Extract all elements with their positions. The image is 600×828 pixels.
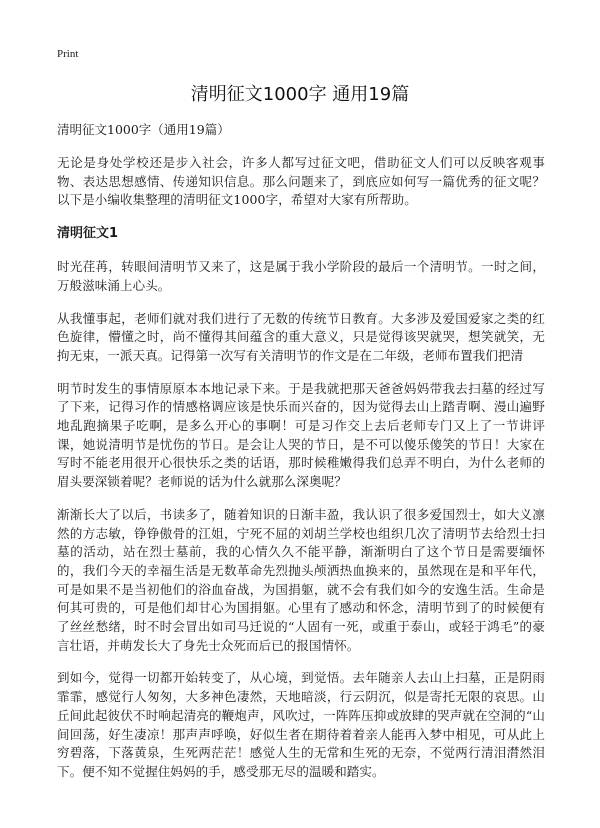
page-title: 清明征文1000字 通用19篇	[190, 84, 410, 105]
paragraph-1: 时光荏苒，转眼间清明节又来了，这是属于我小学阶段的最后一个清明节。一时之间，万般滋味涌上心头。	[57, 259, 545, 293]
paragraph-2: 从我懂事起，老师们就对我们进行了无数的传统节日教育。大多涉及爱国爱家之类的红色旋律，懵懂之时，尚不懂得其间蕴含的重大意义，只是觉得该哭就哭，想笑就笑，无拘无束，一派天真。记得第一次写有关清明节的作文是在二年级，老师布置我们把清	[57, 310, 545, 363]
print-link[interactable]: Print	[57, 48, 79, 60]
article-body	[57, 120, 545, 796]
paragraph-4: 渐渐长大了以后，书读多了，随着知识的日渐丰盈，我认识了很多爱国烈士，如大义凛然的方志敏，铮铮傲骨的江姐，宁死不屈的刘胡兰学校也组织几次了清明节去给烈士扫墓的活动，站在烈士墓前，我的心情久久不能平静，渐渐明白了这个节日是需要缅怀的，我们今天的幸福生活是无数革命先烈抛头颅洒热血换来的，虽然现在是和平年代，可是如果不是当初他们的浴血奋战，为国捐躯，就不会有我们如今的安逸生活。生命是何其可贵的，可是他们却甘心为国捐躯。心里有了感动和怀念，清明节到了的时候便有了丝丝愁绪，时不时会冒出如司马迁说的“人固有一死，或重于泰山，或轻于鸿毛”的豪言壮语，并萌发长大了身先士众死而后已的报国情怀。	[57, 506, 545, 653]
paragraph-5: 到如今，觉得一切都开始转变了，从心境，到觉悟。去年随亲人去山上扫墓，正是阴雨霏霏，感觉行人匆匆，大多神色凄然，天地暗淡，行云阴沉，似是寄托无限的哀思。山丘间此起彼伏不时响起清亮的鞭炮声，风吹过，一阵阵压抑或放肆的哭声就在空洞的“山间回荡，好生凄凉！那声声呼唤，好似生者在期待着着亲人能再入梦中相见，可从此上穷碧落，下落黄泉，生死两茫茫！感觉人生的无常和生死的无奈，不觉两行清泪潸然泪下。便不知不觉握住妈妈的手，感受那无尽的温暖和踏实。	[57, 670, 545, 779]
paragraph-3: 明节时发生的事情原原本本地记录下来。于是我就把那天爸爸妈妈带我去扫墓的经过写了下来，记得习作的情感格调应该是快乐而兴奋的，因为觉得去山上踏青啊、漫山遍野地乱跑摘果子吃啊，是多么开心的事啊！可是习作交上去后老师专门又上了一节讲评课，她说清明节是忧伤的节日。是会让人哭的节日，是不可以傻乐傻笑的节日！大家在写时不能老用很开心很快乐之类的话语，那时候稚嫩得我们总弄不明白，为什么老师的眉头要深锁着呢？老师说的话为什么就那么深奥呢？	[57, 380, 545, 490]
section-heading: 清明征文1	[57, 226, 119, 242]
intro-paragraph: 无论是身处学校还是步入社会，许多人都写过征文吧，借助征文人们可以反映客观事物、表达思想感情、传递知识信息。那么问题来了，到底应如何写一篇优秀的征文呢？以下是小编收集整理的清明征文1000字，希望对大家有所帮助。	[57, 155, 545, 208]
article-subtitle: 清明征文1000字（通用19篇）	[57, 122, 230, 137]
